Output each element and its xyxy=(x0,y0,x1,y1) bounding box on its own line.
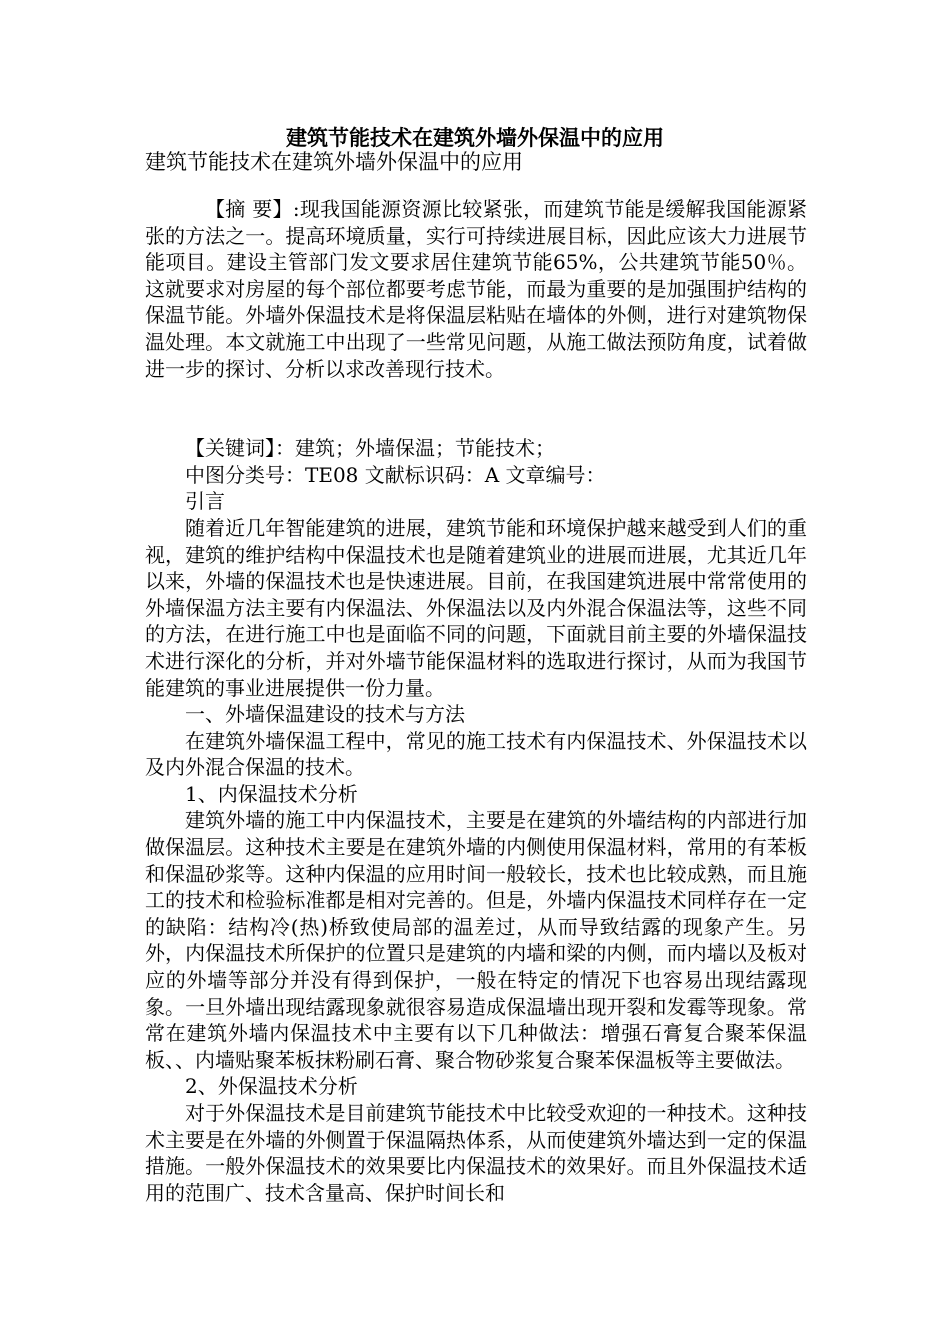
sub2-paragraph: 对于外保温技术是目前建筑节能技术中比较受欢迎的一种技术。这种技术主要是在外墙的外侧置于保温隔热体系，从而使建筑外墙达到一定的保温措施。一般外保温技术的效果要比内保温技术的效果好。而且外保温技术适用的范围广、技术含量高、保护时间长和 xyxy=(145,1101,807,1205)
sub1-paragraph: 建筑外墙的施工中内保温技术，主要是在建筑的外墙结构的内部进行加做保温层。这种技术主要是在建筑外墙的内侧使用保温材料，常用的有苯板和保温砂浆等。这种内保温的应用时间一般较长，技术也比较成熟，而且施工的技术和检验标准都是相对完善的。但是，外墙内保温技术同样存在一定的缺陷：结构冷(热)桥致使局部的温差过，从而导致结露的现象产生。另外，内保温技术所保护的位置只是建筑的内墙和梁的内侧，而内墙以及板对应的外墙等部分并没有得到保护，一般在特定的情况下也容易出现结露现象。一旦外墙出现结露现象就很容易造成保温墙出现开裂和发霉等现象。常常在建筑外墙内保温技术中主要有以下几种做法：增强石膏复合聚苯保温板、、内墙贴聚苯板抹粉刷石膏、聚合物砂浆复合聚苯保温板等主要做法。 xyxy=(145,808,807,1072)
sub1-heading: 1、内保温技术分析 xyxy=(185,781,358,806)
section1-heading: 一、外墙保温建设的技术与方法 xyxy=(185,702,465,727)
intro-heading: 引言 xyxy=(185,489,225,514)
intro-paragraph: 随着近几年智能建筑的进展，建筑节能和环境保护越来越受到人们的重视，建筑的维护结构中保温技术也是随着建筑业的进展而进展，尤其近几年以来，外墙的保温技术也是快速进展。目前，在我国建筑进展中常常使用的外墙保温方法主要有内保温法、外保温法以及内外混合保温法等，这些不同的方法，在进行施工中也是面临不同的问题，下面就目前主要的外墙保温技术进行深化的分析，并对外墙节能保温材料的选取进行探讨，从而为我国节能建筑的事业进展提供一份力量。 xyxy=(145,515,807,700)
sub2-heading: 2、外保温技术分析 xyxy=(185,1074,358,1099)
classification-line: 中图分类号：TE08 文献标识码：A 文章编号： xyxy=(185,462,606,487)
keywords-line: 【关键词】：建筑；外墙保温；节能技术； xyxy=(185,436,555,461)
document-subtitle: 建筑节能技术在建筑外墙外保温中的应用 xyxy=(145,150,523,174)
section1-paragraph: 在建筑外墙保温工程中，常见的施工技术有内保温技术、外保温技术以及内外混合保温的技术。 xyxy=(145,728,807,780)
document-body xyxy=(145,196,807,1206)
document-title: 建筑节能技术在建筑外墙外保温中的应用 xyxy=(286,126,664,150)
abstract-paragraph: 【摘 要】:现我国能源资源比较紧张，而建筑节能是缓解我国能源紧张的方法之一。提高环境质量，实行可持续进展目标，因此应该大力进展节能项目。建设主管部门发文要求居住建筑节能65%，公共建筑节能50％。这就要求对房屋的每个部位都要考虑节能，而最为重要的是加强围护结构的保温节能。外墙外保温技术是将保温层粘贴在墙体的外侧，进行对建筑物保温处理。本文就施工中出现了一些常见问题，从施工做法预防角度，试着做进一步的探讨、分析以求改善现行技术。 xyxy=(145,197,807,381)
